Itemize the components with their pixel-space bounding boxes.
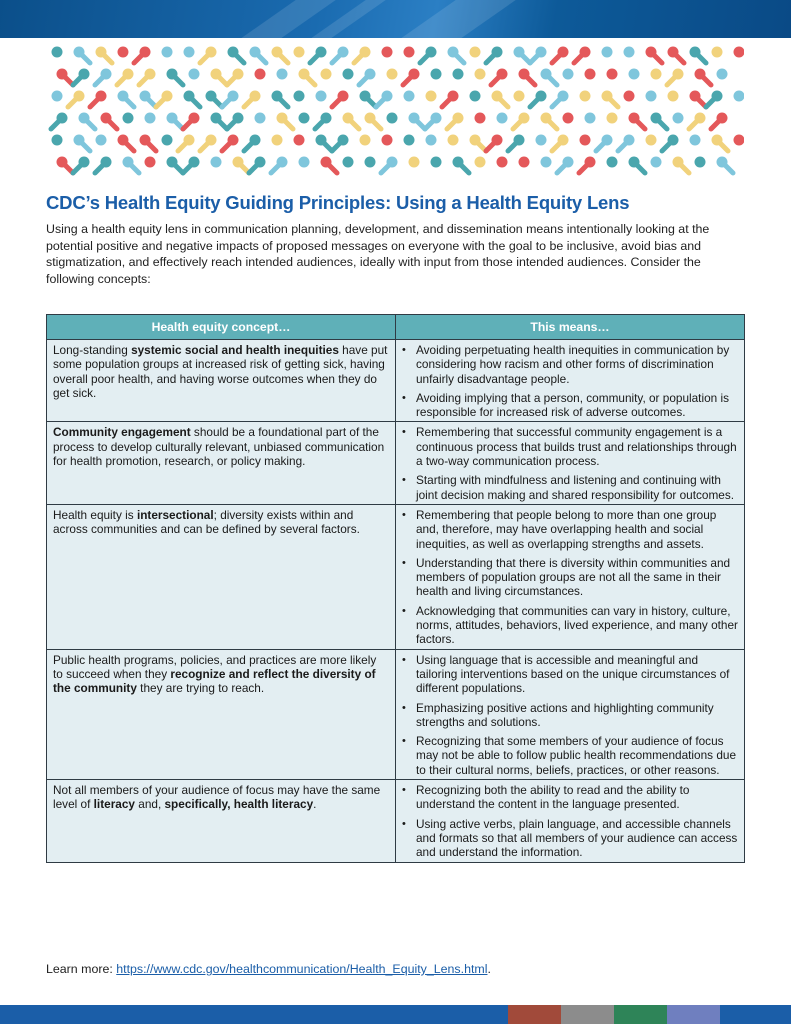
pattern-dot [145, 157, 156, 168]
color-block-green [614, 1005, 667, 1024]
pattern-dot [646, 47, 657, 58]
pattern-dot [79, 69, 90, 80]
pattern-dot [717, 69, 728, 80]
means-list [402, 508, 738, 647]
pattern-dot [695, 113, 706, 124]
pattern-dot [690, 135, 701, 146]
pattern-dot [382, 135, 393, 146]
means-list [402, 425, 738, 501]
pattern-dot [536, 91, 547, 102]
means-list [402, 783, 738, 859]
pattern-dot [167, 157, 178, 168]
pattern-dot [624, 47, 635, 58]
pattern-dot [343, 113, 354, 124]
pattern-dot [162, 91, 173, 102]
pattern-dot [79, 157, 90, 168]
pattern-dot [206, 47, 217, 58]
pattern-dot [668, 135, 679, 146]
means-list [402, 653, 738, 777]
pattern-dot [536, 47, 547, 58]
concept-text: ; diversity exists within and across communities and can be defined by several factors. [53, 507, 360, 537]
pattern-dot [453, 113, 464, 124]
pattern-dot [101, 113, 112, 124]
pattern-dot [343, 157, 354, 168]
pattern-dot [514, 135, 525, 146]
pattern-dot [409, 113, 420, 124]
pattern-dot [228, 47, 239, 58]
pattern-dot [475, 113, 486, 124]
pattern-dot [404, 135, 415, 146]
means-cell [396, 340, 745, 422]
pattern-dot [734, 91, 745, 102]
concept-text: Long-standing [53, 343, 132, 357]
pattern-dot [404, 91, 415, 102]
list-item [402, 604, 738, 647]
pattern-dot [74, 47, 85, 58]
pattern-dot [211, 113, 222, 124]
pattern-dot [585, 69, 596, 80]
pattern-dot [294, 47, 305, 58]
pattern-dot [74, 135, 85, 146]
pattern-dot [580, 47, 591, 58]
pattern-dot [673, 157, 684, 168]
means-cell [396, 780, 745, 862]
pattern-dot [123, 69, 134, 80]
pattern-dot [497, 157, 508, 168]
pattern-dot [57, 157, 68, 168]
concept-text: have put some population groups at increased risk of getting sick, having overall poor health, and having worse outcomes when they do get sick. [53, 343, 388, 400]
pattern-dot [470, 91, 481, 102]
learn-more-suffix: . [487, 962, 491, 976]
bullet-icon: • [402, 426, 406, 439]
pattern-dot [343, 69, 354, 80]
pattern-dot [695, 157, 706, 168]
list-item [402, 556, 738, 599]
pattern-dot [475, 157, 486, 168]
pattern-dot [74, 91, 85, 102]
means-list [402, 343, 738, 419]
means-cell [396, 649, 745, 779]
pattern-dot [563, 157, 574, 168]
pattern-dot [514, 47, 525, 58]
pattern-dot [250, 47, 261, 58]
concept-cell [47, 504, 396, 649]
pattern-dot [299, 157, 310, 168]
list-item [402, 343, 738, 386]
pattern-dot [167, 113, 178, 124]
pattern-dot [338, 47, 349, 58]
pattern-dot [651, 69, 662, 80]
pattern-dot [492, 91, 503, 102]
concept-text: Not all members of your audience of focus may have the same level of [53, 783, 381, 812]
pattern-dot [250, 91, 261, 102]
pattern-dot [382, 91, 393, 102]
pattern-dot [52, 91, 63, 102]
pattern-dot [426, 91, 437, 102]
concept-cell [47, 649, 396, 779]
list-item-text: Using active verbs, plain language, and accessible channels and formats so that all members of your audience can access and understand the information. [416, 816, 738, 860]
concept-cell [47, 340, 396, 422]
pattern-dot [184, 91, 195, 102]
pattern-dot [519, 113, 530, 124]
pattern-dot [602, 91, 613, 102]
bullet-icon: • [402, 701, 406, 714]
pattern-dot [321, 113, 332, 124]
list-item [402, 508, 738, 551]
pattern-dot [206, 91, 217, 102]
pattern-dot [206, 135, 217, 146]
list-item-text: Starting with mindfulness and listening and continuing with joint decision making and shared responsibility for outcomes. [416, 473, 735, 502]
pattern-dot [580, 135, 591, 146]
pattern-dot [189, 113, 200, 124]
pattern-dot [541, 157, 552, 168]
pattern-dot [453, 157, 464, 168]
pattern-dot [717, 157, 728, 168]
pattern-dot [470, 135, 481, 146]
pattern-dot [387, 113, 398, 124]
page-title: CDC’s Health Equity Guiding Principles: Using a Health Equity Lens [46, 192, 630, 213]
pattern-dot [162, 135, 173, 146]
list-item-text: Using language that is accessible and meaningful and tailoring interventions based on the unique circumstances of different populations. [416, 652, 730, 696]
table-row [47, 340, 745, 422]
top-banner [0, 0, 791, 38]
pattern-dot [585, 157, 596, 168]
pattern-dot [690, 47, 701, 58]
pattern-dot [651, 157, 662, 168]
pattern-dot [470, 47, 481, 58]
pattern-dot [690, 91, 701, 102]
list-item [402, 391, 738, 420]
list-item-text: Acknowledging that communities can vary in history, culture, norms, attitudes, behaviors, lived experience, and many other factors. [416, 603, 738, 647]
pattern-dot [475, 69, 486, 80]
table-row [47, 649, 745, 779]
pattern-dot [211, 69, 222, 80]
pattern-dot [448, 91, 459, 102]
bullet-icon: • [402, 653, 406, 666]
pattern-dot [338, 135, 349, 146]
pattern-dot [118, 135, 129, 146]
list-item [402, 701, 738, 730]
bottom-bar [0, 1005, 791, 1024]
concept-cell [47, 780, 396, 862]
pattern-dot [228, 135, 239, 146]
pattern-dot [211, 157, 222, 168]
pattern-dot [123, 157, 134, 168]
list-item-text: Emphasizing positive actions and highlighting community strengths and solutions. [416, 700, 714, 729]
pattern-dot [277, 113, 288, 124]
bullet-icon: • [402, 508, 406, 521]
means-cell [396, 504, 745, 649]
pattern-dot [673, 113, 684, 124]
pattern-dot [118, 91, 129, 102]
pattern-dot [519, 69, 530, 80]
pattern-dot [541, 69, 552, 80]
concept-text: and, [134, 797, 165, 812]
bullet-icon: • [402, 817, 406, 830]
color-block-purple [667, 1005, 720, 1024]
pattern-dot [189, 157, 200, 168]
pattern-dot [118, 47, 129, 58]
pattern-dot [514, 91, 525, 102]
pattern-dot [717, 113, 728, 124]
pattern-dot [52, 47, 63, 58]
concept-text: they are trying to reach. [136, 681, 265, 696]
pattern-dot [387, 157, 398, 168]
pattern-dot [558, 47, 569, 58]
concept-emphasis: intersectional [136, 507, 214, 522]
pattern-dot [382, 47, 393, 58]
concept-emphasis: systemic social and health inequities [131, 343, 339, 357]
list-item [402, 653, 738, 696]
pattern-dot [646, 135, 657, 146]
learn-more-link[interactable]: https://www.cdc.gov/healthcommunication/Health_Equity_Lens.html [116, 962, 488, 976]
pattern-dot [492, 135, 503, 146]
list-item-text: Avoiding implying that a person, community, or population is responsible for increased risk of adverse outcomes. [416, 390, 730, 420]
pattern-dot [365, 157, 376, 168]
learn-more-label: Learn more: [46, 962, 117, 976]
pattern-dot [602, 47, 613, 58]
learn-more [46, 962, 491, 976]
pattern-dot [558, 91, 569, 102]
pattern-dot [536, 135, 547, 146]
concept-text: Public health programs, policies, and practices are more likely to succeed when they [53, 652, 377, 681]
pattern-dot [277, 69, 288, 80]
pattern-dot [607, 113, 618, 124]
pattern-dot [299, 69, 310, 80]
pattern-dot [712, 91, 723, 102]
pattern-dot [431, 157, 442, 168]
pattern-dot [624, 91, 635, 102]
pattern-dot [360, 47, 371, 58]
pattern-dot [316, 91, 327, 102]
concept-text: . [313, 797, 317, 812]
list-item-text: Understanding that there is diversity within communities and members of population groups are not all the same in their health and living circumstances. [416, 555, 731, 599]
list-item [402, 783, 738, 812]
pattern-dot [140, 135, 151, 146]
pattern-dot [255, 157, 266, 168]
pattern-dot [448, 135, 459, 146]
pattern-dot [607, 157, 618, 168]
pattern-dot [233, 113, 244, 124]
pattern-dot [233, 157, 244, 168]
pattern-dot [365, 69, 376, 80]
decorative-pattern [46, 44, 744, 176]
pattern-dot [255, 69, 266, 80]
pattern-dot [409, 69, 420, 80]
list-item-text: Recognizing both the ability to read and the ability to understand the content in the language presented. [416, 783, 690, 812]
pattern-dot [250, 135, 261, 146]
pattern-dot [431, 113, 442, 124]
list-item [402, 734, 738, 777]
pattern-dot [167, 69, 178, 80]
pattern-dot [607, 69, 618, 80]
list-item-text: Recognizing that some members of your audience of focus may not be able to follow public health recommendations due to their cultural norms, beliefs, practices, or other reasons. [416, 734, 737, 777]
table-row [47, 422, 745, 504]
pattern-dot [409, 157, 420, 168]
pattern-dot [255, 113, 266, 124]
pattern-dot [272, 47, 283, 58]
pattern-dot [145, 113, 156, 124]
list-item-text: Remembering that successful community engagement is a continuous process that builds trust and relationships through a two-way communication process. [416, 425, 737, 469]
pattern-dot [96, 47, 107, 58]
table-row [47, 780, 745, 862]
pattern-dot [492, 47, 503, 58]
pattern-dot [57, 113, 68, 124]
pattern-dot [646, 91, 657, 102]
list-item-text: Avoiding perpetuating health inequities in communication by considering how racism and other forms of discrimination unfairly disadvantage people. [416, 343, 730, 386]
pattern-dot [668, 47, 679, 58]
pattern-dot [602, 135, 613, 146]
bullet-icon: • [402, 735, 406, 748]
bullet-icon: • [402, 604, 406, 617]
pattern-dot [96, 91, 107, 102]
pattern-dot [184, 47, 195, 58]
table-row [47, 504, 745, 649]
list-item [402, 473, 738, 502]
color-block-gray [561, 1005, 614, 1024]
intro-paragraph: Using a health equity lens in communication planning, development, and dissemination means intentionally looking at the potential positive and negative impacts of proposed messages on everyone with the goal to be inclusive, avoid bias and stigmatization, and effectively reach intended audiences, ideally with input from those intended audiences. Consider the following concepts: [46, 222, 710, 286]
bullet-icon: • [402, 784, 406, 797]
pattern-dot [294, 135, 305, 146]
pattern-dot [272, 135, 283, 146]
pattern-dot [426, 135, 437, 146]
concept-emphasis: Community engagement [53, 425, 191, 440]
pattern-dot [734, 47, 745, 58]
pattern-dot [497, 69, 508, 80]
pattern-dot [96, 135, 107, 146]
pattern-dot [563, 69, 574, 80]
pattern-dot [629, 113, 640, 124]
pattern-dot [453, 69, 464, 80]
pattern-dot [140, 91, 151, 102]
pattern-dot [162, 47, 173, 58]
pattern-dot [123, 113, 134, 124]
concept-text: Health equity is [53, 507, 137, 522]
pattern-dot [189, 69, 200, 80]
pattern-dot [629, 157, 640, 168]
bullet-icon: • [402, 344, 406, 356]
pattern-dot [140, 47, 151, 58]
pattern-dot [629, 69, 640, 80]
pattern-dot [272, 91, 283, 102]
pattern-dot [79, 113, 90, 124]
pattern-dot [184, 135, 195, 146]
pattern-dot [426, 47, 437, 58]
pattern-dot [404, 47, 415, 58]
pattern-dot [651, 113, 662, 124]
pattern-dot [101, 157, 112, 168]
pattern-dot [558, 135, 569, 146]
pattern-dot [299, 113, 310, 124]
pattern-dot [585, 113, 596, 124]
bullet-icon: • [402, 391, 406, 404]
pattern-dot [360, 91, 371, 102]
column-header-means: This means… [396, 315, 745, 340]
pattern-dot [316, 135, 327, 146]
list-item [402, 425, 738, 468]
concept-cell [47, 422, 396, 504]
pattern-dot [673, 69, 684, 80]
pattern-dot [541, 113, 552, 124]
pattern-dot [338, 91, 349, 102]
pattern-dot [431, 69, 442, 80]
concept-text: should be a foundational part of the process to develop culturally relevant, unbiased communication for health promotion, research, or policy making. [53, 425, 385, 469]
bullet-icon: • [402, 474, 406, 487]
concept-table [46, 314, 745, 863]
pattern-dot [233, 69, 244, 80]
bullet-icon: • [402, 556, 406, 569]
pattern-dot [580, 91, 591, 102]
pattern-dot [360, 135, 371, 146]
concept-emphasis: literacy [93, 797, 135, 812]
pattern-dot [277, 157, 288, 168]
list-item-text: Remembering that people belong to more than one group and, therefore, may have overlapping health and social inequities, as well as overlapping strengths and assets. [416, 507, 717, 551]
pattern-dot [668, 91, 679, 102]
pattern-dot [321, 69, 332, 80]
list-item [402, 817, 738, 860]
pattern-dot [624, 135, 635, 146]
column-header-concept: Health equity concept… [47, 315, 396, 340]
pattern-dot [52, 135, 63, 146]
pattern-dot [712, 47, 723, 58]
pattern-dot [734, 135, 745, 146]
pattern-dot [712, 135, 723, 146]
pattern-dot [695, 69, 706, 80]
pattern-dot [145, 69, 156, 80]
pattern-dot [294, 91, 305, 102]
pattern-dot [316, 47, 327, 58]
pattern-dot [57, 69, 68, 80]
pattern-dot [497, 113, 508, 124]
pattern-dot [321, 157, 332, 168]
pattern-dot [387, 69, 398, 80]
pattern-dot [365, 113, 376, 124]
pattern-dot [101, 69, 112, 80]
concept-emphasis: specifically, health literacy [164, 797, 314, 812]
pattern-dot [448, 47, 459, 58]
pattern-dot [519, 157, 530, 168]
pattern-dot [563, 113, 574, 124]
pattern-dot [228, 91, 239, 102]
color-block-red [508, 1005, 561, 1024]
means-cell [396, 422, 745, 504]
concept-emphasis: recognize and reflect the diversity of the community [53, 666, 376, 696]
